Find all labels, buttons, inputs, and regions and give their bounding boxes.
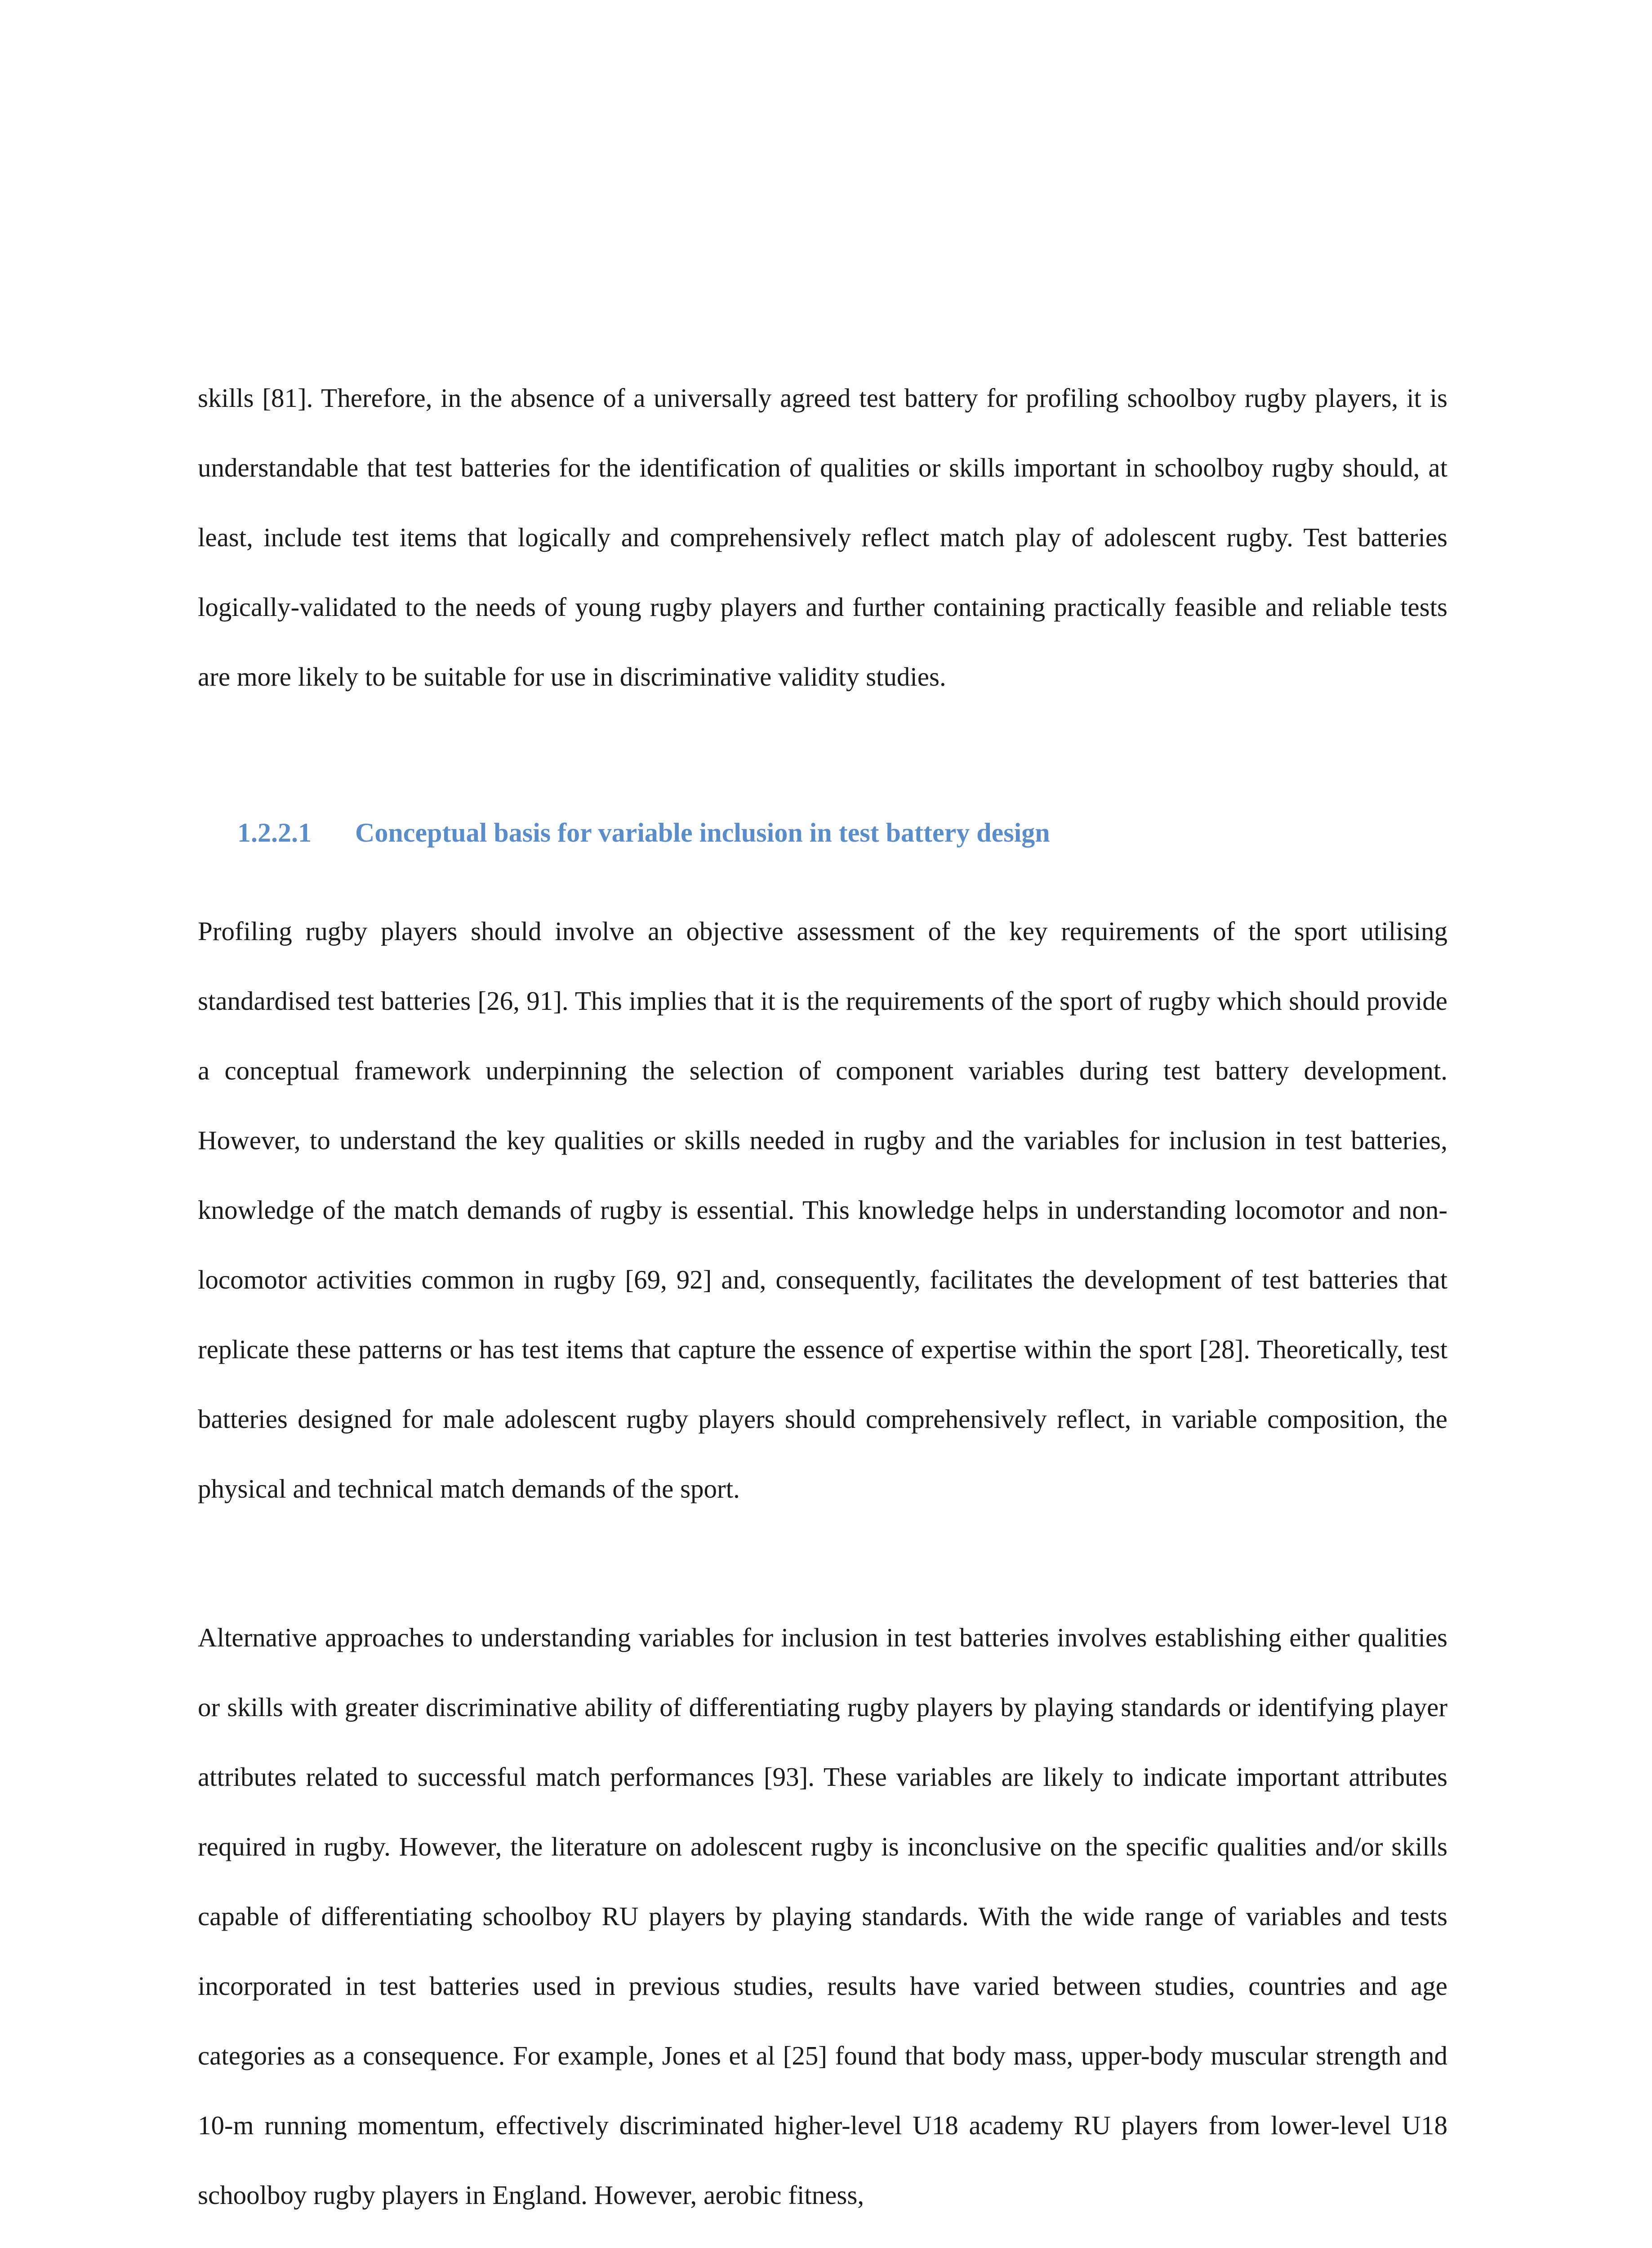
paragraph-conceptual-basis: Profiling rugby players should involve an objective assessment of the key requirements of the sport utilising standardised test batteries [26, 91]. This implies that it is the requirements of the sport of rugby which should provide a conceptual framework underpinning the selection of component variables during test battery development. However, to understand the key qualities or skills needed in rugby and the variables for inclusion in test batteries, knowledge of the match demands of rugby is essential. This knowledge helps in understanding locomotor and non-locomotor activities common in rugby [69, 92] and, consequently, facilitates the development of test batteries that replicate these patterns or has test items that capture the essence of expertise within the sport [28]. Theoretically, test batteries designed for male adolescent rugby players should comprehensively reflect, in variable composition, the physical and technical match demands of the sport.: [198, 916, 1447, 1503]
section-heading-number: 1.2.2.1: [237, 818, 312, 847]
section-heading: [237, 817, 1050, 848]
paragraph-alternative-approaches: Alternative approaches to understanding variables for inclusion in test batteries involves establishing either qualities or skills with greater discriminative ability of differentiating rugby players by playing standards or identifying player attributes related to successful match performances [93]. These variables are likely to indicate important attributes required in rugby. However, the literature on adolescent rugby is inconclusive on the specific qualities and/or skills capable of differentiating schoolboy RU players by playing standards. With the wide range of variables and tests incorporated in test batteries used in previous studies, results have varied between studies, countries and age categories as a consequence. For example, Jones et al [25] found that body mass, upper-body muscular strength and 10-m running momentum, effectively discriminated higher-level U18 academy RU players from lower-level U18 schoolboy rugby players in England. However, aerobic fitness,: [198, 1623, 1447, 2210]
section-heading-title: Conceptual basis for variable inclusion in test battery design: [355, 818, 1050, 847]
paragraph-intro: skills [81]. Therefore, in the absence of a universally agreed test battery for profiling schoolboy rugby players, it is understandable that test batteries for the identification of qualities or skills important in schoolboy rugby should, at least, include test items that logically and comprehensively reflect match play of adolescent rugby. Test batteries logically-validated to the needs of young rugby players and further containing practically feasible and reliable tests are more likely to be suitable for use in discriminative validity studies.: [198, 383, 1447, 691]
